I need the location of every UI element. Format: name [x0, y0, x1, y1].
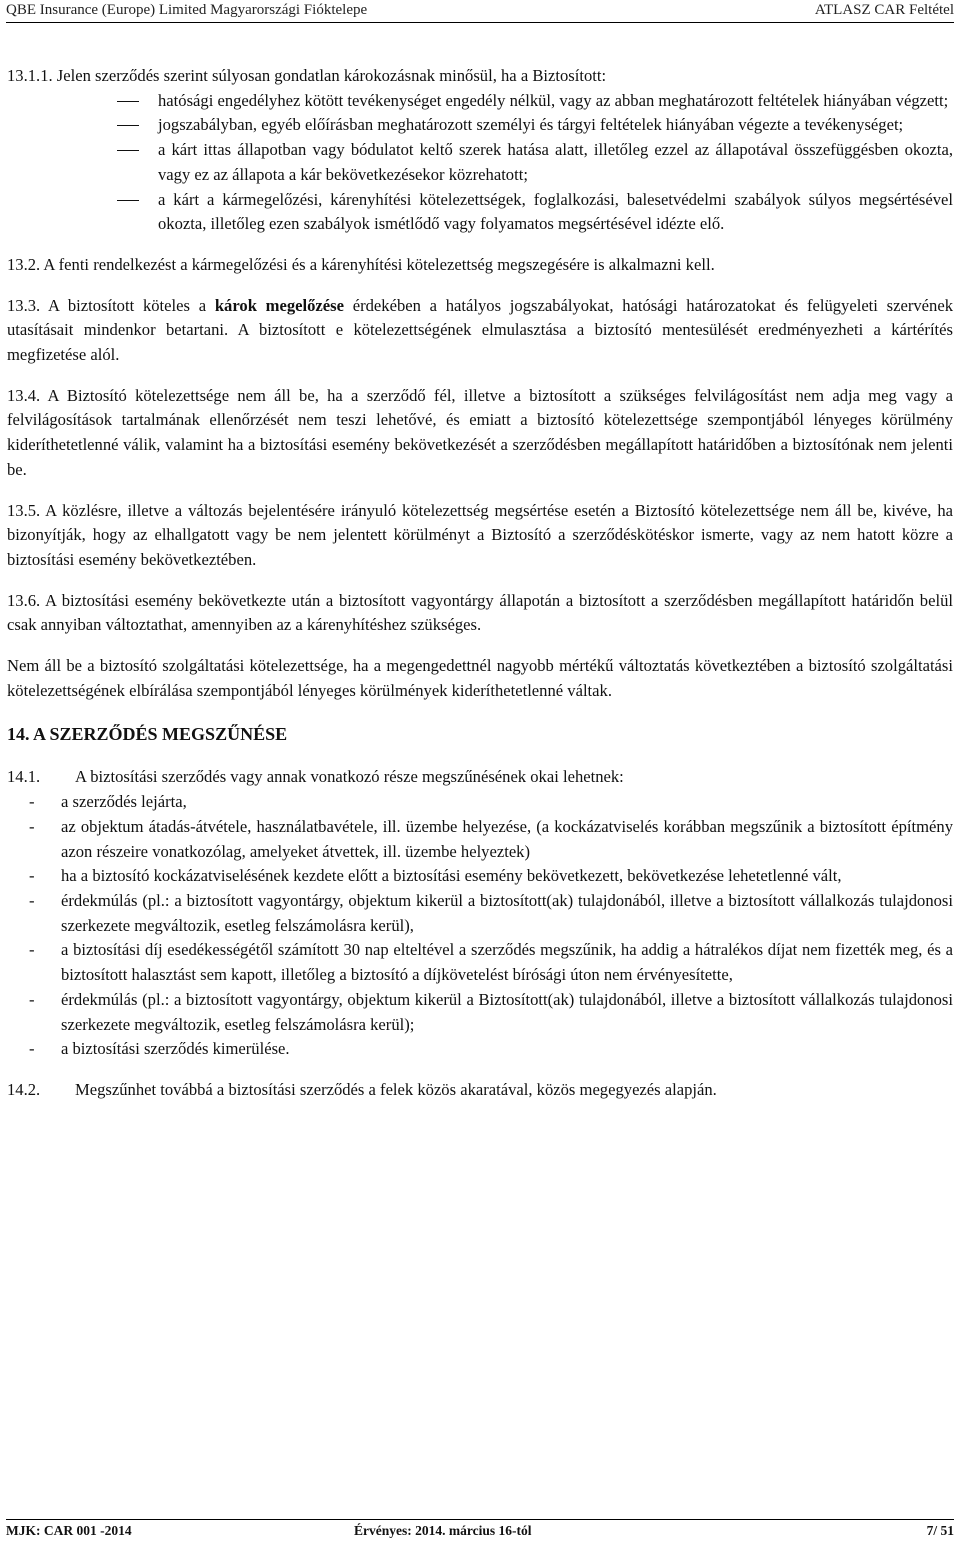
dash-marker: [117, 125, 139, 126]
section-14-2-text: Megszűnhet továbbá a biztosítási szerződés a felek közös akaratával, közös megegyezés alapján.: [75, 1079, 717, 1099]
list-item-text: a szerződés lejárta,: [61, 792, 187, 812]
section-13-3-suffix: érdekében a hatályos jogszabályokat, hatósági határozatokat és felügyeleti szervének utasításait mindenkor betartani. A biztosított e kötelezettségének elmulasztása a biztosító mentesülését eredményezheti a kártérítés megfizetése alól.: [7, 295, 953, 365]
list-item-text: érdekmúlás (pl.: a biztosított vagyontárgy, objektum kikerül a Biztosított(ak) tulajdonából, illetve a biztosított vállalkozás tulajdonosi szerkezete megváltozik, esetleg felszámolásra kerül);: [61, 989, 953, 1034]
list-item-text: hatósági engedélyhez kötött tevékenységet engedély nélkül, vagy az abban meghatározott feltételek hiányában végzett;: [158, 90, 949, 110]
section-13-4: 13.4. A Biztosító kötelezettsége nem áll be, ha a szerződő fél, illetve a biztosított a szükséges felvilágosítást nem adja meg vagy a felvilágosítások tartalmának ellenőrzését nem teszi lehetővé, és emiatt a biztosító kötelezettsége szempontjából lényeges körülmény kideríthetetlenné válik, valamint ha a biztosítási esemény bekövetkezését a szerződésben megállapított határidőben a biztosítónak nem jelenti be.: [7, 385, 953, 479]
section-13-2: 13.2. A fenti rendelkezést a kármegelőzési és a kárenyhítési kötelezettség megszegésére is alkalmazni kell.: [7, 254, 715, 274]
list-item-text: ha a biztosító kockázatviselésének kezdete előtt a biztosítási esemény bekövetkezett, bekövetkezése lehetetlenné vált,: [61, 866, 842, 886]
list-item: [7, 138, 953, 187]
list-marker: -: [29, 940, 35, 960]
section-14-2: [7, 1078, 953, 1103]
header-company: QBE Insurance (Europe) Limited Magyarországi Fióktelepe: [6, 2, 368, 18]
list-item: [7, 188, 953, 237]
list-item: [7, 815, 953, 864]
list-item: [7, 1037, 953, 1062]
section-13-6-paragraph-2: Nem áll be a biztosító szolgáltatási kötelezettsége, ha a megengedettnél nagyobb mértékű változtatás következtében a biztosító szolgáltatási kötelezettségének elbírálása szempontjából lényeges körülmények kideríthetetlenné váltak.: [7, 656, 953, 700]
section-13-3-bold: károk megelőzése: [214, 295, 344, 315]
page-footer: [6, 1519, 954, 1543]
dash-marker: [117, 200, 139, 201]
list-marker: -: [29, 890, 35, 910]
section-13-3: [7, 294, 953, 368]
dash-marker: [117, 150, 139, 151]
section-14-heading: 14. A SZERZŐDÉS MEGSZŰNÉSE: [7, 724, 288, 745]
section-14-2-number: 14.2.: [7, 1079, 41, 1099]
list-marker: -: [29, 792, 35, 812]
list-item-text: a biztosítási szerződés kimerülése.: [61, 1039, 290, 1059]
list-item: [7, 988, 953, 1037]
dash-marker: [117, 101, 139, 102]
list-item: [7, 89, 953, 114]
list-item-text: a kárt a kármegelőzési, kárenyhítési kötelezettségek, foglalkozási, balesetvédelmi szabályok súlyos megsértésével okozta, illetőleg ezen szabályok ismétlődő vagy folyamatos megsértésével idézte elő.: [158, 189, 953, 234]
list-item: [7, 938, 953, 987]
section-13-5: 13.5. A közlésre, illetve a változás bejelentésére irányuló kötelezettség megsértése esetén a Biztosító kötelezettsége nem áll be, kivéve, ha bizonyítják, hogy az elhallgatott vagy be nem jelentett körülményt a Biztosító a szerződéskötéskor ismerte, vagy az nem hatott közre a biztosítási esemény bekövetkeztében.: [7, 500, 953, 569]
list-item: [7, 889, 953, 938]
page-header: [6, 2, 954, 23]
list-item: [7, 790, 953, 815]
list-item-text: a biztosítási díj esedékességétől számított 30 nap elteltével a szerződés megszűnik, ha addig a hátralékos díjat nem fizették meg, és a biztosított halasztást sem kapott, illetőleg a biztosító a díjkövetelést bírósági úton nem érvényesítette,: [61, 940, 953, 985]
list-item-text: jogszabályban, egyéb előírásban meghatározott személyi és tárgyi feltételek hiányában végezte a tevékenységet;: [158, 115, 904, 135]
list-item: [7, 113, 953, 138]
list-marker: -: [29, 989, 35, 1009]
list-marker: -: [29, 866, 35, 886]
section-13-6: 13.6. A biztosítási esemény bekövetkezte után a biztosított vagyontárgy állapotán a biztosított a szerződésben megállapított határidőn belül csak annyiban változtathat, amennyiben az a kárenyhítéshez szükséges.: [7, 590, 953, 635]
list-marker: -: [29, 816, 35, 836]
section-13-1-1-intro: 13.1.1. Jelen szerződés szerint súlyosan gondatlan károkozásnak minősül, ha a Biztosított:: [7, 66, 607, 85]
list-item-text: az objektum átadás-átvétele, használatbavétele, ill. üzembe helyezése, (a kockázatviselés korábban megszűnik a biztosított építmény azon részeire vonatkozólag, amelyeket átvettek, ill. üzembe helyeztek): [61, 816, 953, 861]
footer-document-code: MJK: CAR 001 -2014: [6, 1523, 132, 1538]
section-14-1-number: 14.1.: [7, 767, 41, 787]
list-item-text: a kárt ittas állapotban vagy bódulatot keltő szerek hatása alatt, illetőleg ezzel az állapotával összefüggésben okozta, vagy ez az állapota a kár bekövetkezésekor közrehatott;: [158, 140, 953, 184]
section-14-1-text: A biztosítási szerződés vagy annak vonatkozó része megszűnésének okai lehetnek:: [75, 767, 624, 787]
footer-validity: Érvényes: 2014. március 16-tól: [354, 1523, 532, 1538]
list-marker: -: [29, 1039, 35, 1059]
section-13-3-prefix: 13.3. A biztosított köteles a: [7, 295, 215, 315]
document-body: [7, 64, 953, 1103]
list-item-text: érdekmúlás (pl.: a biztosított vagyontárgy, objektum kikerül a biztosított(ak) tulajdonából, illetve a biztosított vállalkozás tulajdonosi szerkezete megváltozik, esetleg felszámolásra kerül),: [61, 890, 953, 935]
list-item: [7, 864, 953, 889]
footer-page-number: 7/ 51: [926, 1523, 954, 1538]
header-document-title: ATLASZ CAR Feltétel: [814, 2, 954, 18]
section-14-1-intro: [7, 765, 953, 790]
